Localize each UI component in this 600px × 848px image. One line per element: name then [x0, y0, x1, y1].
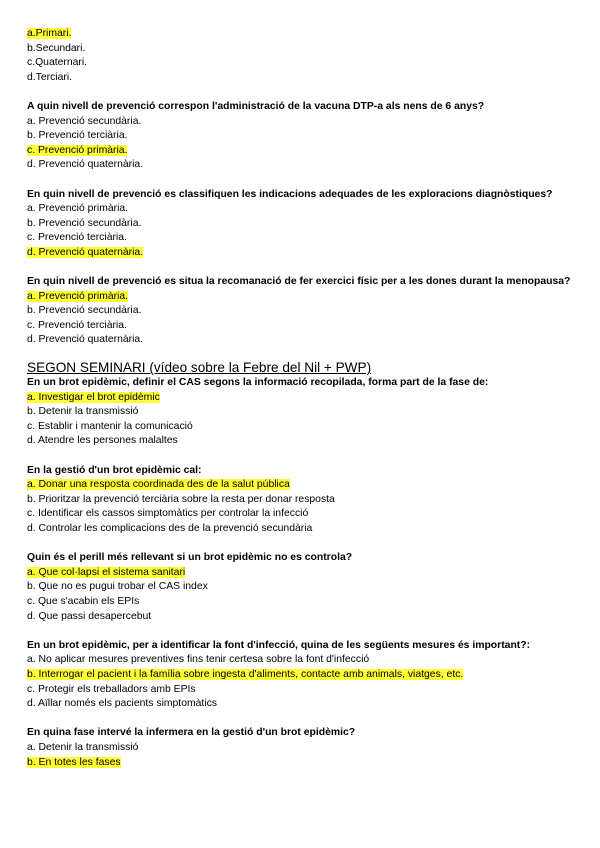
question-text: En quin nivell de prevenció es classifiquen les indicacions adequades de les exploracions diagnòstiques? — [27, 188, 553, 200]
answer-option: a. Investigar el brot epidèmic — [27, 391, 160, 403]
question-text: En un brot epidèmic, per a identificar la font d'infecció, quina de les següents mesures és important?: — [27, 639, 531, 651]
answer-option: c. Prevenció terciària. — [27, 319, 127, 331]
answer-option: c. Prevenció primària. — [27, 144, 128, 156]
answer-option: a. Que col·lapsi el sistema sanitari — [27, 566, 186, 578]
answer-option: d. Atendre les persones malaltes — [27, 435, 178, 447]
answer-option: c. Prevenció terciària. — [27, 232, 127, 244]
question-text: En un brot epidèmic, definir el CAS segons la informació recopilada, forma part de la fase de: — [27, 377, 489, 389]
answer-option: c. Que s'acabin els EPIs — [27, 595, 140, 607]
question-block — [27, 275, 587, 348]
question-text: En quina fase intervé la infermera en la gestió d'un brot epidèmic? — [27, 727, 356, 739]
top-option-list — [27, 27, 587, 85]
question-block — [27, 376, 587, 449]
answer-option: a. Donar una resposta coordinada des de la salut pública — [27, 479, 290, 491]
answer-option: b.Secundari. — [27, 42, 86, 54]
answer-option: d. Prevenció quaternària. — [27, 246, 144, 258]
answer-option: d. Que passi desapercebut — [27, 610, 152, 622]
answer-option: a.Primari. — [27, 28, 72, 39]
answer-option: b. Detenir la transmissió — [27, 406, 139, 418]
question-block — [27, 551, 587, 624]
section-title: SEGON SEMINARI (vídeo sobre la Febre del Nil + PWP) — [27, 360, 372, 376]
answer-option: b. Prevenció terciària. — [27, 130, 128, 142]
question-block — [27, 100, 587, 173]
answer-option: b. Interrogar el pacient i la família sobre ingesta d'aliments, contacte amb animals, viatges, etc. — [27, 668, 464, 680]
answer-option: d. Prevenció quaternària. — [27, 159, 144, 171]
question-text: En la gestió d'un brot epidèmic cal: — [27, 464, 202, 476]
answer-option: d. Aïllar només els pacients simptomàtics — [27, 698, 217, 710]
answer-option: b. Prevenció secundària. — [27, 217, 142, 229]
answer-option: c. Protegir els treballadors amb EPIs — [27, 683, 196, 695]
answer-option: a. Prevenció secundària. — [27, 115, 142, 127]
question-block — [27, 188, 587, 261]
answer-option: d.Terciari. — [27, 71, 73, 83]
answer-option: b. Prioritzar la prevenció terciària sobre la resta per donar resposta — [27, 493, 335, 505]
answer-option: a. Detenir la transmissió — [27, 741, 139, 753]
question-text: En quin nivell de prevenció es situa la recomanació de fer exercici físic per a les dones durant la menopausa? — [27, 276, 571, 288]
answer-option: c.Quaternari. — [27, 57, 88, 69]
answer-option: d. Prevenció quaternària. — [27, 334, 144, 346]
question-block — [27, 726, 587, 770]
answer-option: d. Controlar les complicacions des de la prevenció secundària — [27, 523, 313, 534]
question-block — [27, 464, 587, 537]
document-page — [27, 27, 587, 770]
answer-option: c. Establir i mantenir la comunicació — [27, 420, 193, 432]
answer-option: b. Prevenció secundària. — [27, 305, 142, 317]
answer-option: b. En totes les fases — [27, 756, 121, 768]
question-text: Quin és el perill més rellevant si un brot epidèmic no es controla? — [27, 552, 353, 564]
answer-option: c. Identificar els cassos simptomàtics per controlar la infecció — [27, 508, 309, 520]
answer-option: b. Que no es pugui trobar el CAS index — [27, 581, 208, 593]
question-block — [27, 639, 587, 712]
answer-option: a. No aplicar mesures preventives fins tenir certesa sobre la font d'infecció — [27, 654, 370, 666]
answer-option: a. Prevenció primària. — [27, 290, 129, 302]
question-text: A quin nivell de prevenció correspon l'administració de la vacuna DTP-a als nens de 6 anys? — [27, 100, 485, 112]
answer-option: a. Prevenció primària. — [27, 203, 129, 215]
